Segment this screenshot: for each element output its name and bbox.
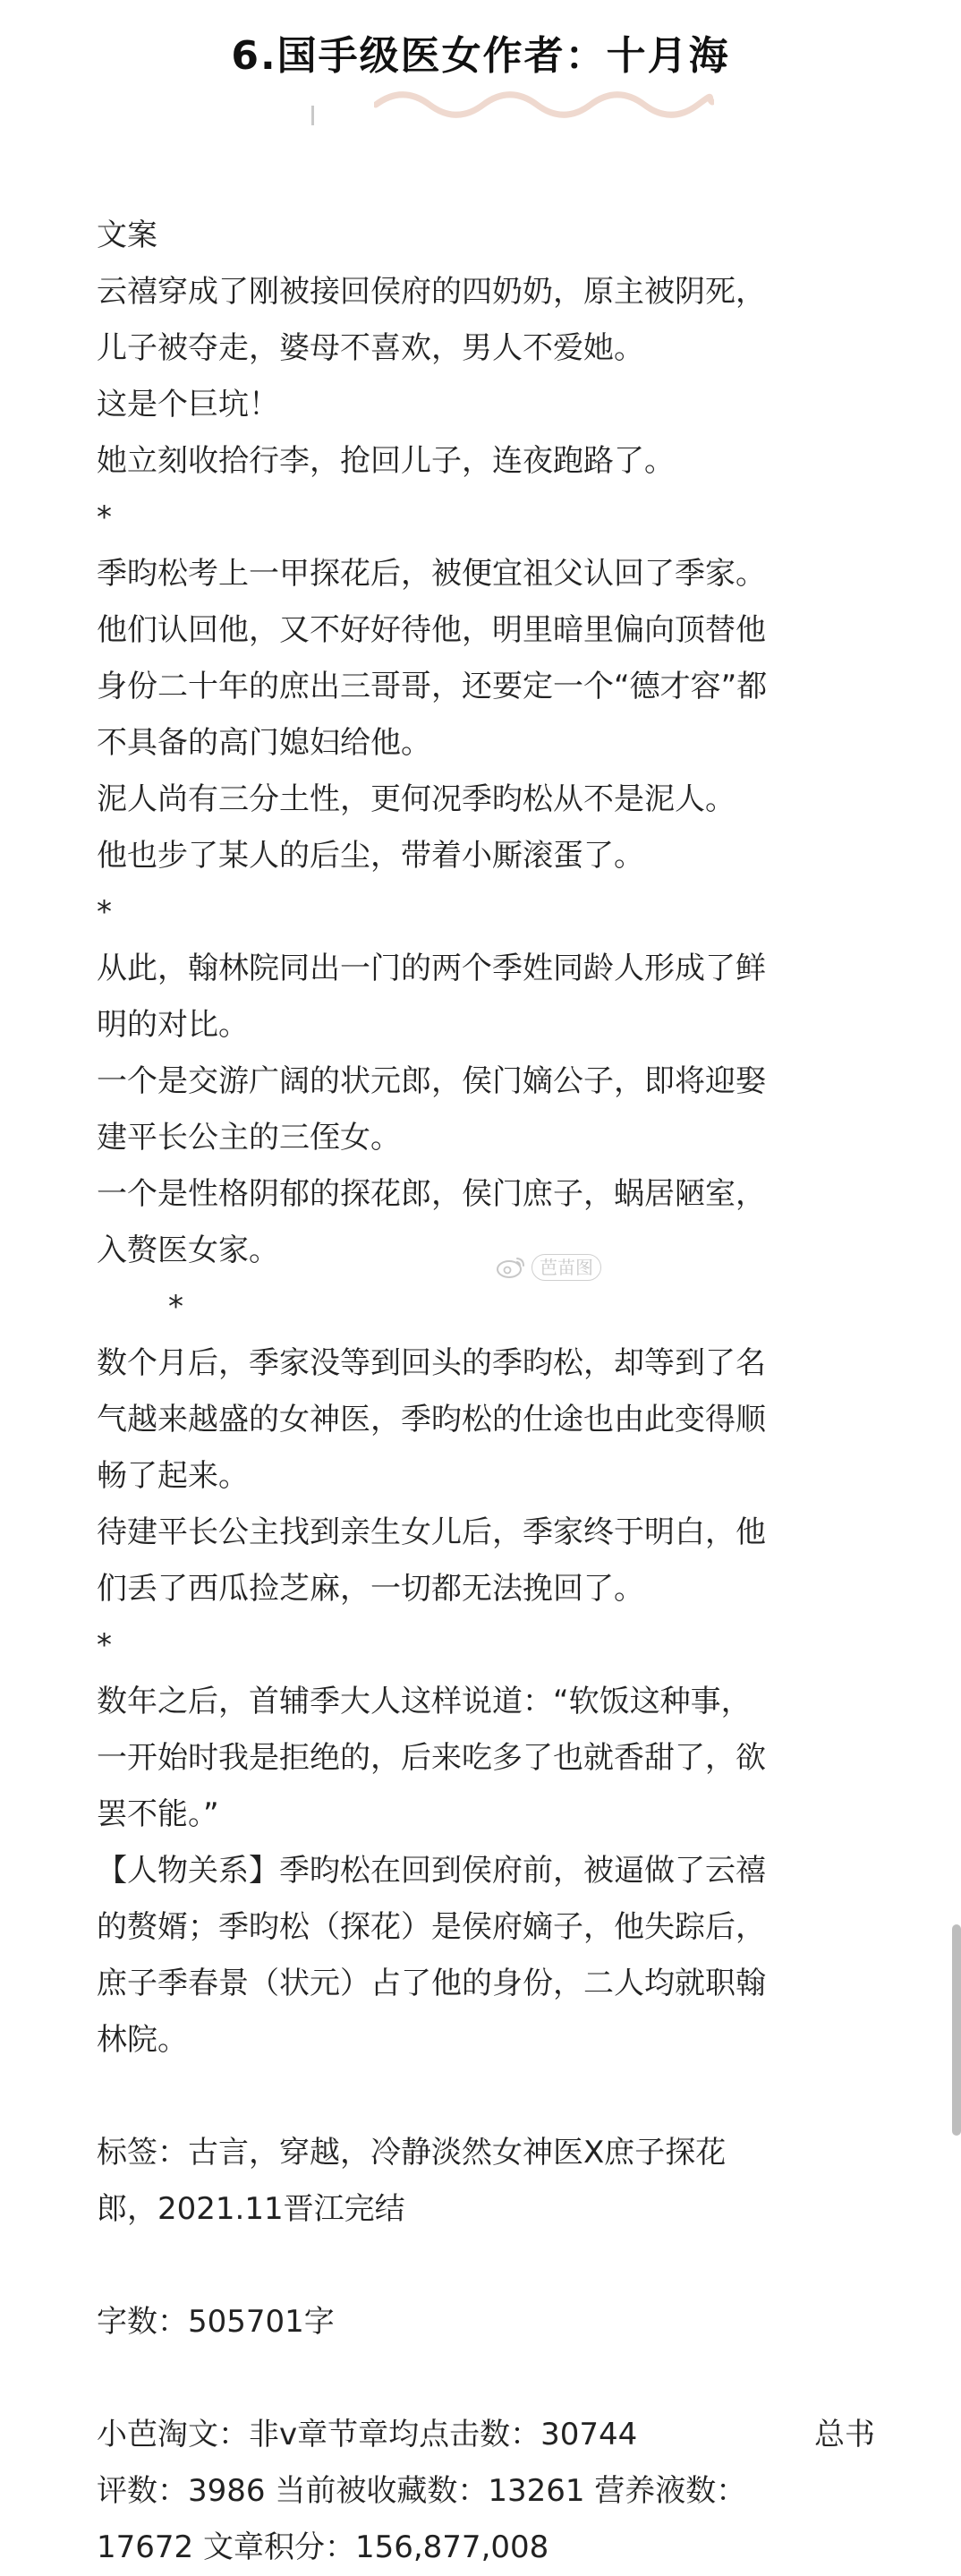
article-body [97,208,875,2576]
stats-right: 总书 [814,2417,875,2452]
text-line: 儿子被夺走，婆母不喜欢，男人不爱她。 [97,330,644,366]
text-line: 身份二十年的庶出三哥哥，还要定一个“德才容”都 [97,669,768,704]
text-line: 一个是性格阴郁的探花郎，侯门庶子，蜗居陋室， [97,1176,766,1212]
page-title: 6.国手级医女作者：十月海 [231,33,730,79]
text-line: 她立刻收拾行李，抢回儿子，连夜跑路了。 [97,443,675,479]
text-line: 一开始时我是拒绝的，后来吃多了也就香甜了，欲 [97,1740,766,1776]
text-line: 泥人尚有三分土性，更何况季昀松从不是泥人。 [97,781,736,817]
spacer [97,2068,875,2125]
text-line: * [97,1627,112,1663]
text-line: 庶子季春景（状元）占了他的身份，二人均就职翰 [97,1966,766,2001]
text-line: * [97,499,112,535]
text-line: 季昀松考上一甲探花后，被便宜祖父认回了季家。 [97,556,766,592]
text-line: 他也步了某人的后尘，带着小厮滚蛋了。 [97,838,644,874]
text-line: 畅了起来。 [97,1458,249,1494]
text-line: 文案 [97,218,157,253]
stats-left: 小芭淘文：非v章节章均点击数：30744 [97,2417,638,2452]
text-line: 【人物关系】季昀松在回到侯府前，被逼做了云禧 [97,1853,766,1889]
word-count: 字数：505701字 [97,2304,335,2340]
text-line: 他们认回他，又不好好待他，明里暗里偏向顶替他 [97,612,766,648]
text-line: 林院。 [97,2022,188,2058]
text-line: 数年之后，首辅季大人这样说道：“软饭这种事， [97,1684,752,1719]
tags-block [97,2125,875,2238]
text-line: 数个月后，季家没等到回头的季昀松，却等到了名 [97,1345,766,1381]
text-line: 们丢了西瓜捡芝麻，一切都无法挽回了。 [97,1571,644,1607]
stats-row [97,2407,875,2463]
weibo-logo-icon [496,1255,526,1280]
text-line: 标签：古言，穿越，冷静淡然女神医X庶子探花 [97,2135,727,2171]
synopsis-block-1 [97,208,875,1279]
stats-block [97,2407,875,2576]
text-line: 明的对比。 [97,1007,249,1043]
text-line: 从此，翰林院同出一门的两个季姓同龄人形成了鲜 [97,951,766,986]
text-line: 气越来越盛的女神医，季昀松的仕途也由此变得顺 [97,1402,766,1437]
text-line: 一个是交游广阔的状元郎，侯门嫡公子，即将迎娶 [97,1063,766,1099]
text-line: 这是个巨坑！ [97,387,279,422]
text-line: 不具备的高门媳妇给他。 [97,725,431,761]
text-line: 的赘婿；季昀松（探花）是侯府嫡子，他失踪后， [97,1909,766,1945]
text-line: * [97,894,112,930]
wave-divider-icon [374,90,714,120]
text-line: 建平长公主的三侄女。 [97,1120,401,1156]
synopsis-block-2 [97,1335,875,2068]
watermark [496,1250,601,1285]
text-line: 罢不能。” [97,1796,219,1832]
decorative-mark [311,106,314,125]
spacer [97,2350,875,2407]
scrollbar[interactable] [952,1924,961,2136]
text-line: 云禧穿成了刚被接回侯府的四奶奶，原主被阴死， [97,274,766,310]
text-line: 入赘医女家。 [97,1233,279,1268]
section-separator: * [168,1289,183,1325]
text-line: 待建平长公主找到亲生女儿后，季家终于明白，他 [97,1514,766,1550]
watermark-text: 芭苗图 [532,1254,601,1281]
spacer [97,2238,875,2294]
text-line: 郎，2021.11晋江完结 [97,2191,405,2227]
stats-line: 评数：3986 当前被收藏数：13261 营养液数： [97,2473,747,2509]
stats-line: 17672 文章积分：156,877,008 [97,2529,549,2565]
